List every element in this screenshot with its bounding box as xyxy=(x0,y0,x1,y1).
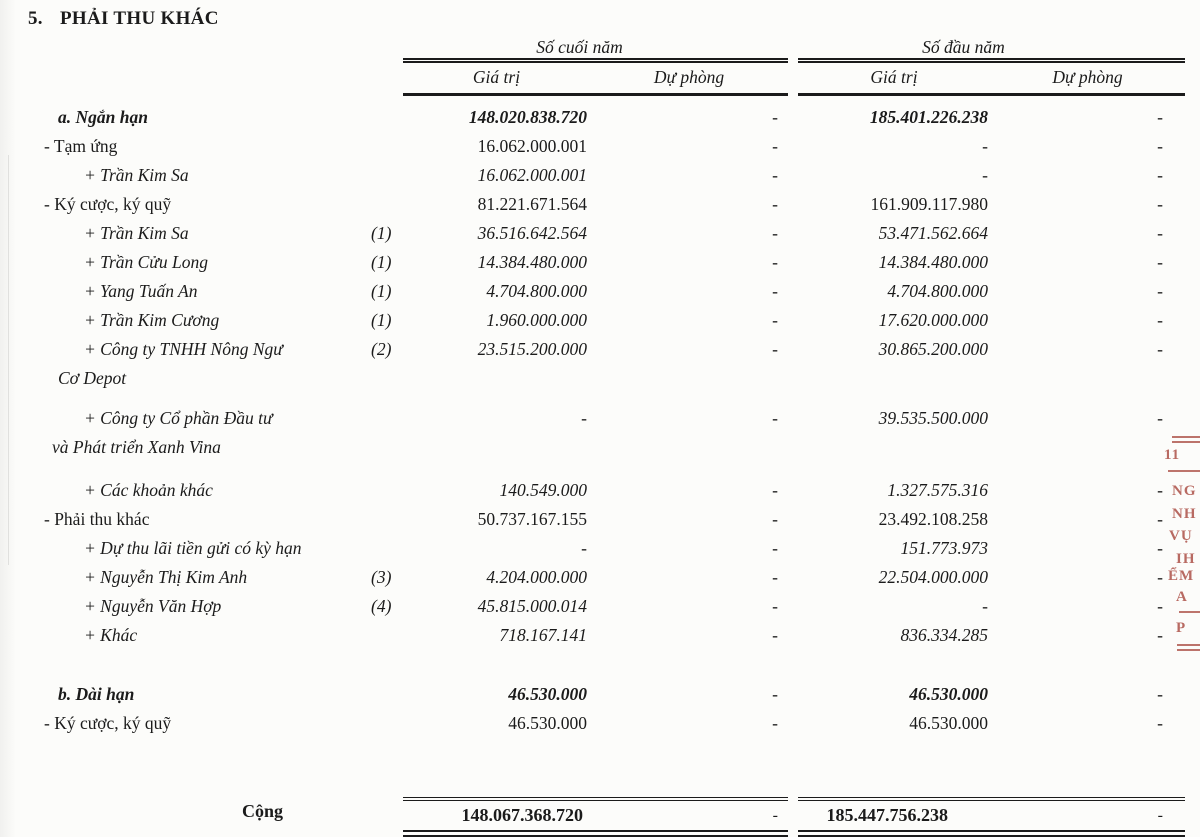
column-header-provision-end: Dự phòng xyxy=(653,67,725,87)
table-header-groups xyxy=(0,36,1200,63)
column-gap xyxy=(788,709,798,738)
row-note xyxy=(363,161,403,190)
column-gap xyxy=(788,161,798,190)
stamp-fragment: VỤ xyxy=(1169,528,1193,544)
row-note xyxy=(363,621,403,650)
stamp-fragment: NH xyxy=(1172,506,1197,522)
value-begin: 17.620.000.000 xyxy=(878,310,988,330)
value-end: 81.221.671.564 xyxy=(477,194,587,214)
column-group-beginning-of-year: Số đầu năm xyxy=(798,36,1185,63)
value-end: 46.530.000 xyxy=(508,713,587,733)
value-begin: 14.384.480.000 xyxy=(878,252,988,272)
provision-end: - xyxy=(772,223,778,243)
row-label: - Phải thu khác xyxy=(44,509,150,529)
stamp-fragment xyxy=(1179,611,1200,613)
row-note: (1) xyxy=(371,252,392,272)
provision-begin: - xyxy=(1157,252,1163,272)
column-gap xyxy=(788,680,798,709)
value-begin: 30.865.200.000 xyxy=(878,339,988,359)
table-row xyxy=(0,219,1200,248)
provision-end: - xyxy=(772,567,778,587)
column-gap xyxy=(788,563,798,592)
row-label: + Các khoản khác xyxy=(84,480,213,500)
row-label: + Công ty TNHH Nông Ngư Cơ Depot xyxy=(58,339,283,388)
value-begin: 1.327.575.316 xyxy=(887,480,988,500)
table-row xyxy=(0,563,1200,592)
provision-end: - xyxy=(772,281,778,301)
value-begin: 22.504.000.000 xyxy=(878,567,988,587)
row-label: - Tạm ứng xyxy=(44,136,118,156)
column-gap xyxy=(788,534,798,563)
value-begin: 39.535.500.000 xyxy=(878,408,988,428)
provision-begin: - xyxy=(1157,509,1163,529)
row-note xyxy=(363,505,403,534)
value-begin: 151.773.973 xyxy=(900,538,988,558)
section-title-text: PHẢI THU KHÁC xyxy=(60,8,219,29)
provision-end: - xyxy=(772,408,778,428)
column-gap xyxy=(788,132,798,161)
column-gap xyxy=(788,476,798,505)
provision-begin: - xyxy=(1157,339,1163,359)
column-gap xyxy=(788,248,798,277)
column-gap xyxy=(788,190,798,219)
table-row xyxy=(0,161,1200,190)
total-value-begin: 185.447.756.238 xyxy=(826,805,948,825)
total-label: Cộng xyxy=(242,801,284,821)
provision-end: - xyxy=(772,310,778,330)
value-end: 4.204.000.000 xyxy=(486,567,587,587)
stamp-fragment xyxy=(1172,436,1200,443)
value-begin: 46.530.000 xyxy=(909,713,988,733)
provision-end: - xyxy=(772,480,778,500)
provision-begin: - xyxy=(1157,223,1163,243)
value-end: 718.167.141 xyxy=(499,625,587,645)
stamp-fragment xyxy=(1168,470,1200,472)
provision-end: - xyxy=(772,625,778,645)
total-provision-begin: - xyxy=(1157,806,1163,824)
provision-begin: - xyxy=(1157,165,1163,185)
table-row xyxy=(0,709,1200,738)
column-group-end-of-year: Số cuối năm xyxy=(403,36,788,63)
row-label: + Trần Kim Cương xyxy=(84,310,220,330)
table-row xyxy=(0,132,1200,161)
column-gap xyxy=(788,306,798,335)
row-note xyxy=(363,190,403,219)
column-gap xyxy=(788,219,798,248)
provision-end: - xyxy=(772,713,778,733)
table-row xyxy=(0,404,1200,462)
provision-begin: - xyxy=(1157,480,1163,500)
row-label: + Trần Cửu Long xyxy=(84,252,208,272)
row-label: a. Ngắn hạn xyxy=(58,107,148,127)
row-note: (2) xyxy=(371,339,392,359)
provision-end: - xyxy=(772,339,778,359)
row-label: + Trần Kim Sa xyxy=(84,223,189,243)
row-note: (1) xyxy=(371,310,392,330)
row-note xyxy=(363,534,403,563)
value-end: 16.062.000.001 xyxy=(477,136,587,156)
row-note xyxy=(363,103,403,132)
stamp-fragment xyxy=(1177,644,1200,651)
column-gap xyxy=(788,621,798,650)
row-note xyxy=(363,476,403,505)
value-begin: 4.704.800.000 xyxy=(887,281,988,301)
provision-end: - xyxy=(772,107,778,127)
table-row xyxy=(0,621,1200,650)
provision-begin: - xyxy=(1157,625,1163,645)
column-gap xyxy=(788,505,798,534)
provision-begin: - xyxy=(1157,107,1163,127)
section-number: 5. xyxy=(28,8,43,29)
provision-begin: - xyxy=(1157,684,1163,704)
row-label: + Yang Tuấn An xyxy=(84,281,198,301)
value-end: - xyxy=(581,538,587,558)
row-note xyxy=(363,132,403,161)
value-end: - xyxy=(581,408,587,428)
stamp-fragment: A xyxy=(1176,589,1188,605)
row-label: - Ký cược, ký quỹ xyxy=(44,713,172,733)
table-total-row xyxy=(0,797,1200,837)
value-begin: 46.530.000 xyxy=(909,684,988,704)
value-end: 23.515.200.000 xyxy=(477,339,587,359)
column-gap xyxy=(788,335,798,393)
scan-edge-line xyxy=(8,155,9,565)
value-end: 46.530.000 xyxy=(508,684,587,704)
provision-begin: - xyxy=(1157,194,1163,214)
column-header-value-end: Giá trị xyxy=(472,67,521,87)
value-begin: - xyxy=(982,596,988,616)
row-note xyxy=(363,709,403,738)
value-end: 140.549.000 xyxy=(499,480,587,500)
provision-begin: - xyxy=(1157,281,1163,301)
provision-begin: - xyxy=(1157,713,1163,733)
section-title xyxy=(28,8,1200,34)
row-label: + Dự thu lãi tiền gửi có kỳ hạn xyxy=(84,538,302,558)
column-gap xyxy=(788,592,798,621)
value-end: 16.062.000.001 xyxy=(477,165,587,185)
provision-begin: - xyxy=(1157,408,1163,428)
table-row xyxy=(0,505,1200,534)
stamp-fragment: IH xyxy=(1176,551,1196,567)
row-label: b. Dài hạn xyxy=(58,684,135,704)
value-end: 50.737.167.155 xyxy=(477,509,587,529)
stamp-fragment: P xyxy=(1176,620,1187,636)
provision-end: - xyxy=(772,596,778,616)
row-note: (4) xyxy=(371,596,392,616)
value-begin: - xyxy=(982,136,988,156)
column-gap xyxy=(788,404,798,462)
provision-end: - xyxy=(772,538,778,558)
provision-begin: - xyxy=(1157,567,1163,587)
table-body xyxy=(0,103,1200,738)
row-label: - Ký cược, ký quỹ xyxy=(44,194,172,214)
provision-begin: - xyxy=(1157,596,1163,616)
table-row xyxy=(0,306,1200,335)
stamp-fragment: NG xyxy=(1172,483,1197,499)
row-label: + Nguyễn Văn Hợp xyxy=(84,596,222,616)
column-gap xyxy=(788,277,798,306)
table-row xyxy=(0,680,1200,709)
provision-end: - xyxy=(772,136,778,156)
table-row xyxy=(0,248,1200,277)
row-note xyxy=(363,404,403,462)
value-begin: 23.492.108.258 xyxy=(878,509,988,529)
value-end: 45.815.000.014 xyxy=(477,596,587,616)
table-header-columns xyxy=(0,63,1200,96)
row-label: + Trần Kim Sa xyxy=(84,165,189,185)
row-note: (1) xyxy=(371,281,392,301)
provision-end: - xyxy=(772,165,778,185)
provision-end: - xyxy=(772,684,778,704)
column-header-provision-begin: Dự phòng xyxy=(1052,67,1123,87)
total-value-end: 148.067.368.720 xyxy=(461,805,584,825)
value-end: 36.516.642.564 xyxy=(477,223,587,243)
stamp-fragment: 11 xyxy=(1164,447,1181,463)
value-end: 4.704.800.000 xyxy=(486,281,587,301)
value-end: 148.020.838.720 xyxy=(468,107,587,127)
value-begin: 836.334.285 xyxy=(900,625,988,645)
value-end: 1.960.000.000 xyxy=(486,310,587,330)
provision-end: - xyxy=(772,509,778,529)
row-label: + Nguyễn Thị Kim Anh xyxy=(84,567,248,587)
total-provision-end: - xyxy=(772,806,778,824)
column-header-value-begin: Giá trị xyxy=(870,67,918,87)
row-note: (3) xyxy=(371,567,392,587)
table-row xyxy=(0,534,1200,563)
table-row xyxy=(0,592,1200,621)
value-begin: 161.909.117.980 xyxy=(870,194,988,214)
row-label: + Công ty Cổ phần Đầu tư và Phát triển Xanh Vina xyxy=(52,408,273,457)
table-row xyxy=(0,476,1200,505)
provision-begin: - xyxy=(1157,538,1163,558)
provision-begin: - xyxy=(1157,310,1163,330)
provision-begin: - xyxy=(1157,136,1163,156)
row-label: + Khác xyxy=(84,625,138,645)
row-note: (1) xyxy=(371,223,392,243)
provision-end: - xyxy=(772,194,778,214)
row-note xyxy=(363,680,403,709)
table-row xyxy=(0,335,1200,393)
table-row xyxy=(0,190,1200,219)
value-begin: 185.401.226.238 xyxy=(869,107,988,127)
value-begin: 53.471.562.664 xyxy=(878,223,988,243)
table-row xyxy=(0,277,1200,306)
stamp-fragment: ỂM xyxy=(1168,568,1195,584)
provision-end: - xyxy=(772,252,778,272)
table-row xyxy=(0,103,1200,132)
value-begin: - xyxy=(982,165,988,185)
value-end: 14.384.480.000 xyxy=(477,252,587,272)
column-gap xyxy=(788,103,798,132)
